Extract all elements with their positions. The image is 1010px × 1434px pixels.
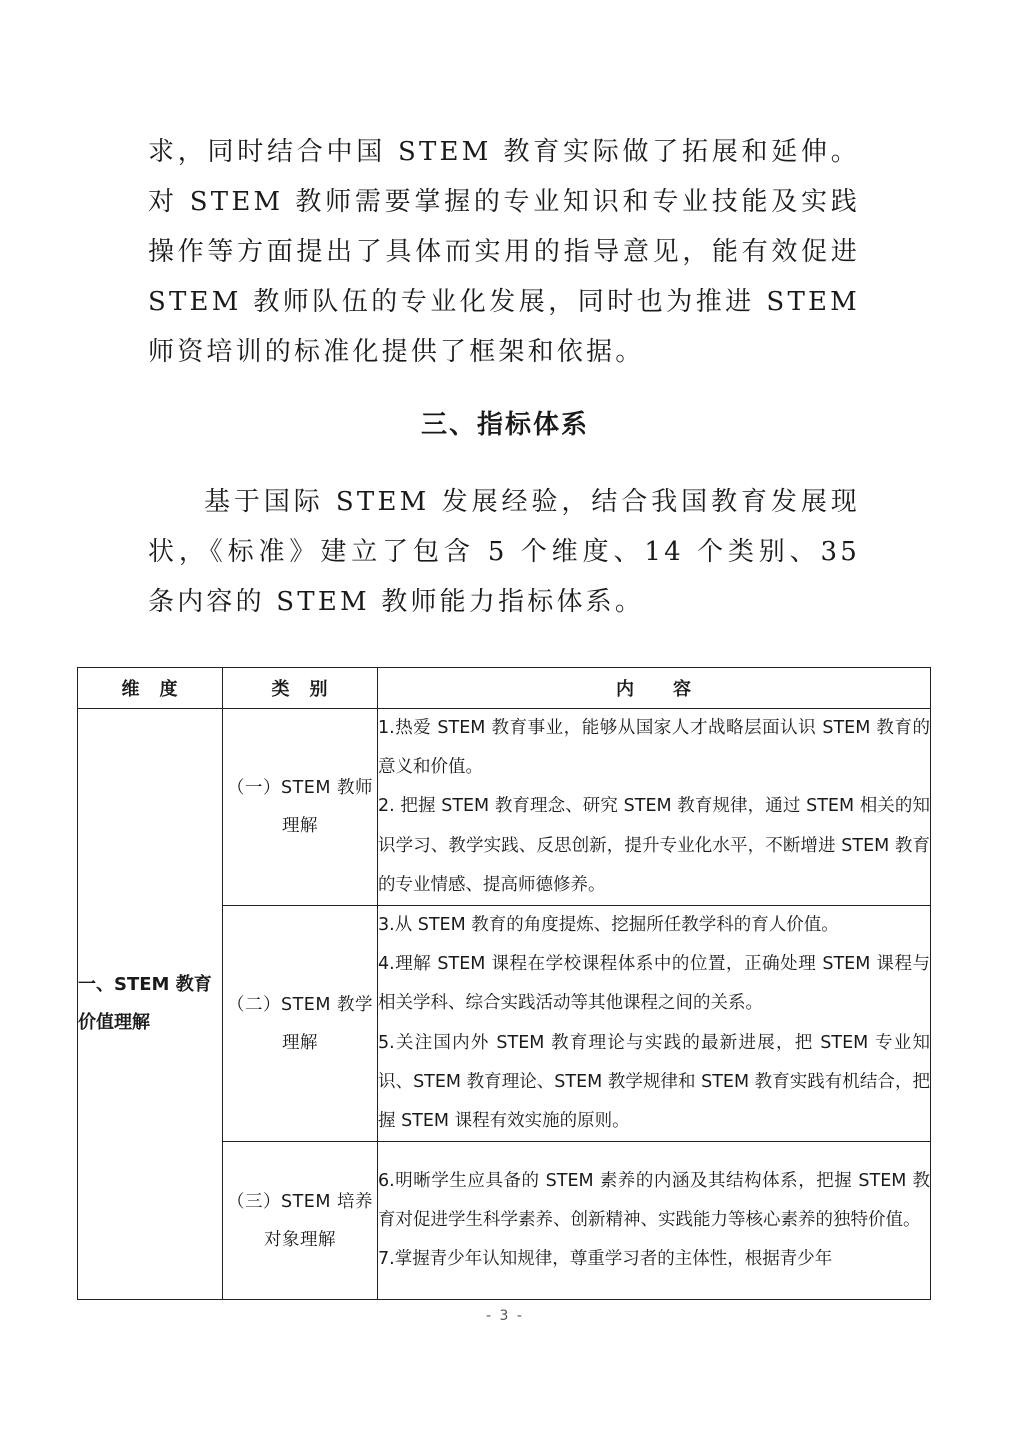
- content-item: 5.关注国内外 STEM 教育理论与实践的最新进展，把 STEM 专业知识、STEM 教育理论、STEM 教学规律和 STEM 教育实践有机结合，把握 STEM 课程有效实施的原则。: [378, 1032, 930, 1132]
- content-item: 1.热爱 STEM 教育事业，能够从国家人才战略层面认识 STEM 教育的意义和价值。: [378, 718, 930, 778]
- section-paragraph: 基于国际 STEM 发展经验，结合我国教育发展现状，《标准》建立了包含 5 个维度、14 个类别、35 条内容的 STEM 教师能力指标体系。: [148, 487, 860, 617]
- header-content: 内 容: [378, 668, 931, 709]
- content-cell: [378, 709, 931, 906]
- page-number: - 3 -: [486, 1308, 524, 1324]
- header-category: 类 别: [223, 668, 378, 709]
- table-header-row: [78, 668, 931, 709]
- dimension-cell: 一、STEM 教育价值理解: [78, 709, 223, 1300]
- table-row: [78, 709, 931, 906]
- header-dimension: 维 度: [78, 668, 223, 709]
- content-cell: [378, 906, 931, 1142]
- category-cell: （三）STEM 培养对象理解: [223, 1142, 378, 1300]
- content-item: 7.掌握青少年认知规律，尊重学习者的主体性，根据青少年: [378, 1249, 833, 1270]
- intro-paragraph: 求，同时结合中国 STEM 教育实际做了拓展和延伸。对 STEM 教师需要掌握的专业知识和专业技能及实践操作等方面提出了具体而实用的指导意见，能有效促进 STEM 教师队伍的专业化发展，同时也为推进 STEM 师资培训的标准化提供了框架和依据。: [148, 137, 860, 367]
- category-cell: （一）STEM 教师理解: [223, 709, 378, 906]
- category-cell: （二）STEM 教学理解: [223, 906, 378, 1142]
- content-item: 2. 把握 STEM 教育理念、研究 STEM 教育规律，通过 STEM 相关的知识学习、教学实践、反思创新，提升专业化水平，不断增进 STEM 教育的专业情感、提高师德修养。: [378, 796, 930, 895]
- indicator-table: [77, 667, 931, 1300]
- content-item: 3.从 STEM 教育的角度提炼、挖掘所任教学科的育人价值。: [378, 915, 839, 936]
- content-item: 6.明晰学生应具备的 STEM 素养的内涵及其结构体系，把握 STEM 教育对促进学生科学素养、创新精神、实践能力等核心素养的独特价值。: [378, 1170, 930, 1231]
- content-cell: [378, 1142, 931, 1300]
- content-item: 4.理解 STEM 课程在学校课程体系中的位置，正确处理 STEM 课程与相关学科、综合实践活动等其他课程之间的关系。: [378, 954, 930, 1014]
- section-heading: 三、指标体系: [420, 410, 589, 440]
